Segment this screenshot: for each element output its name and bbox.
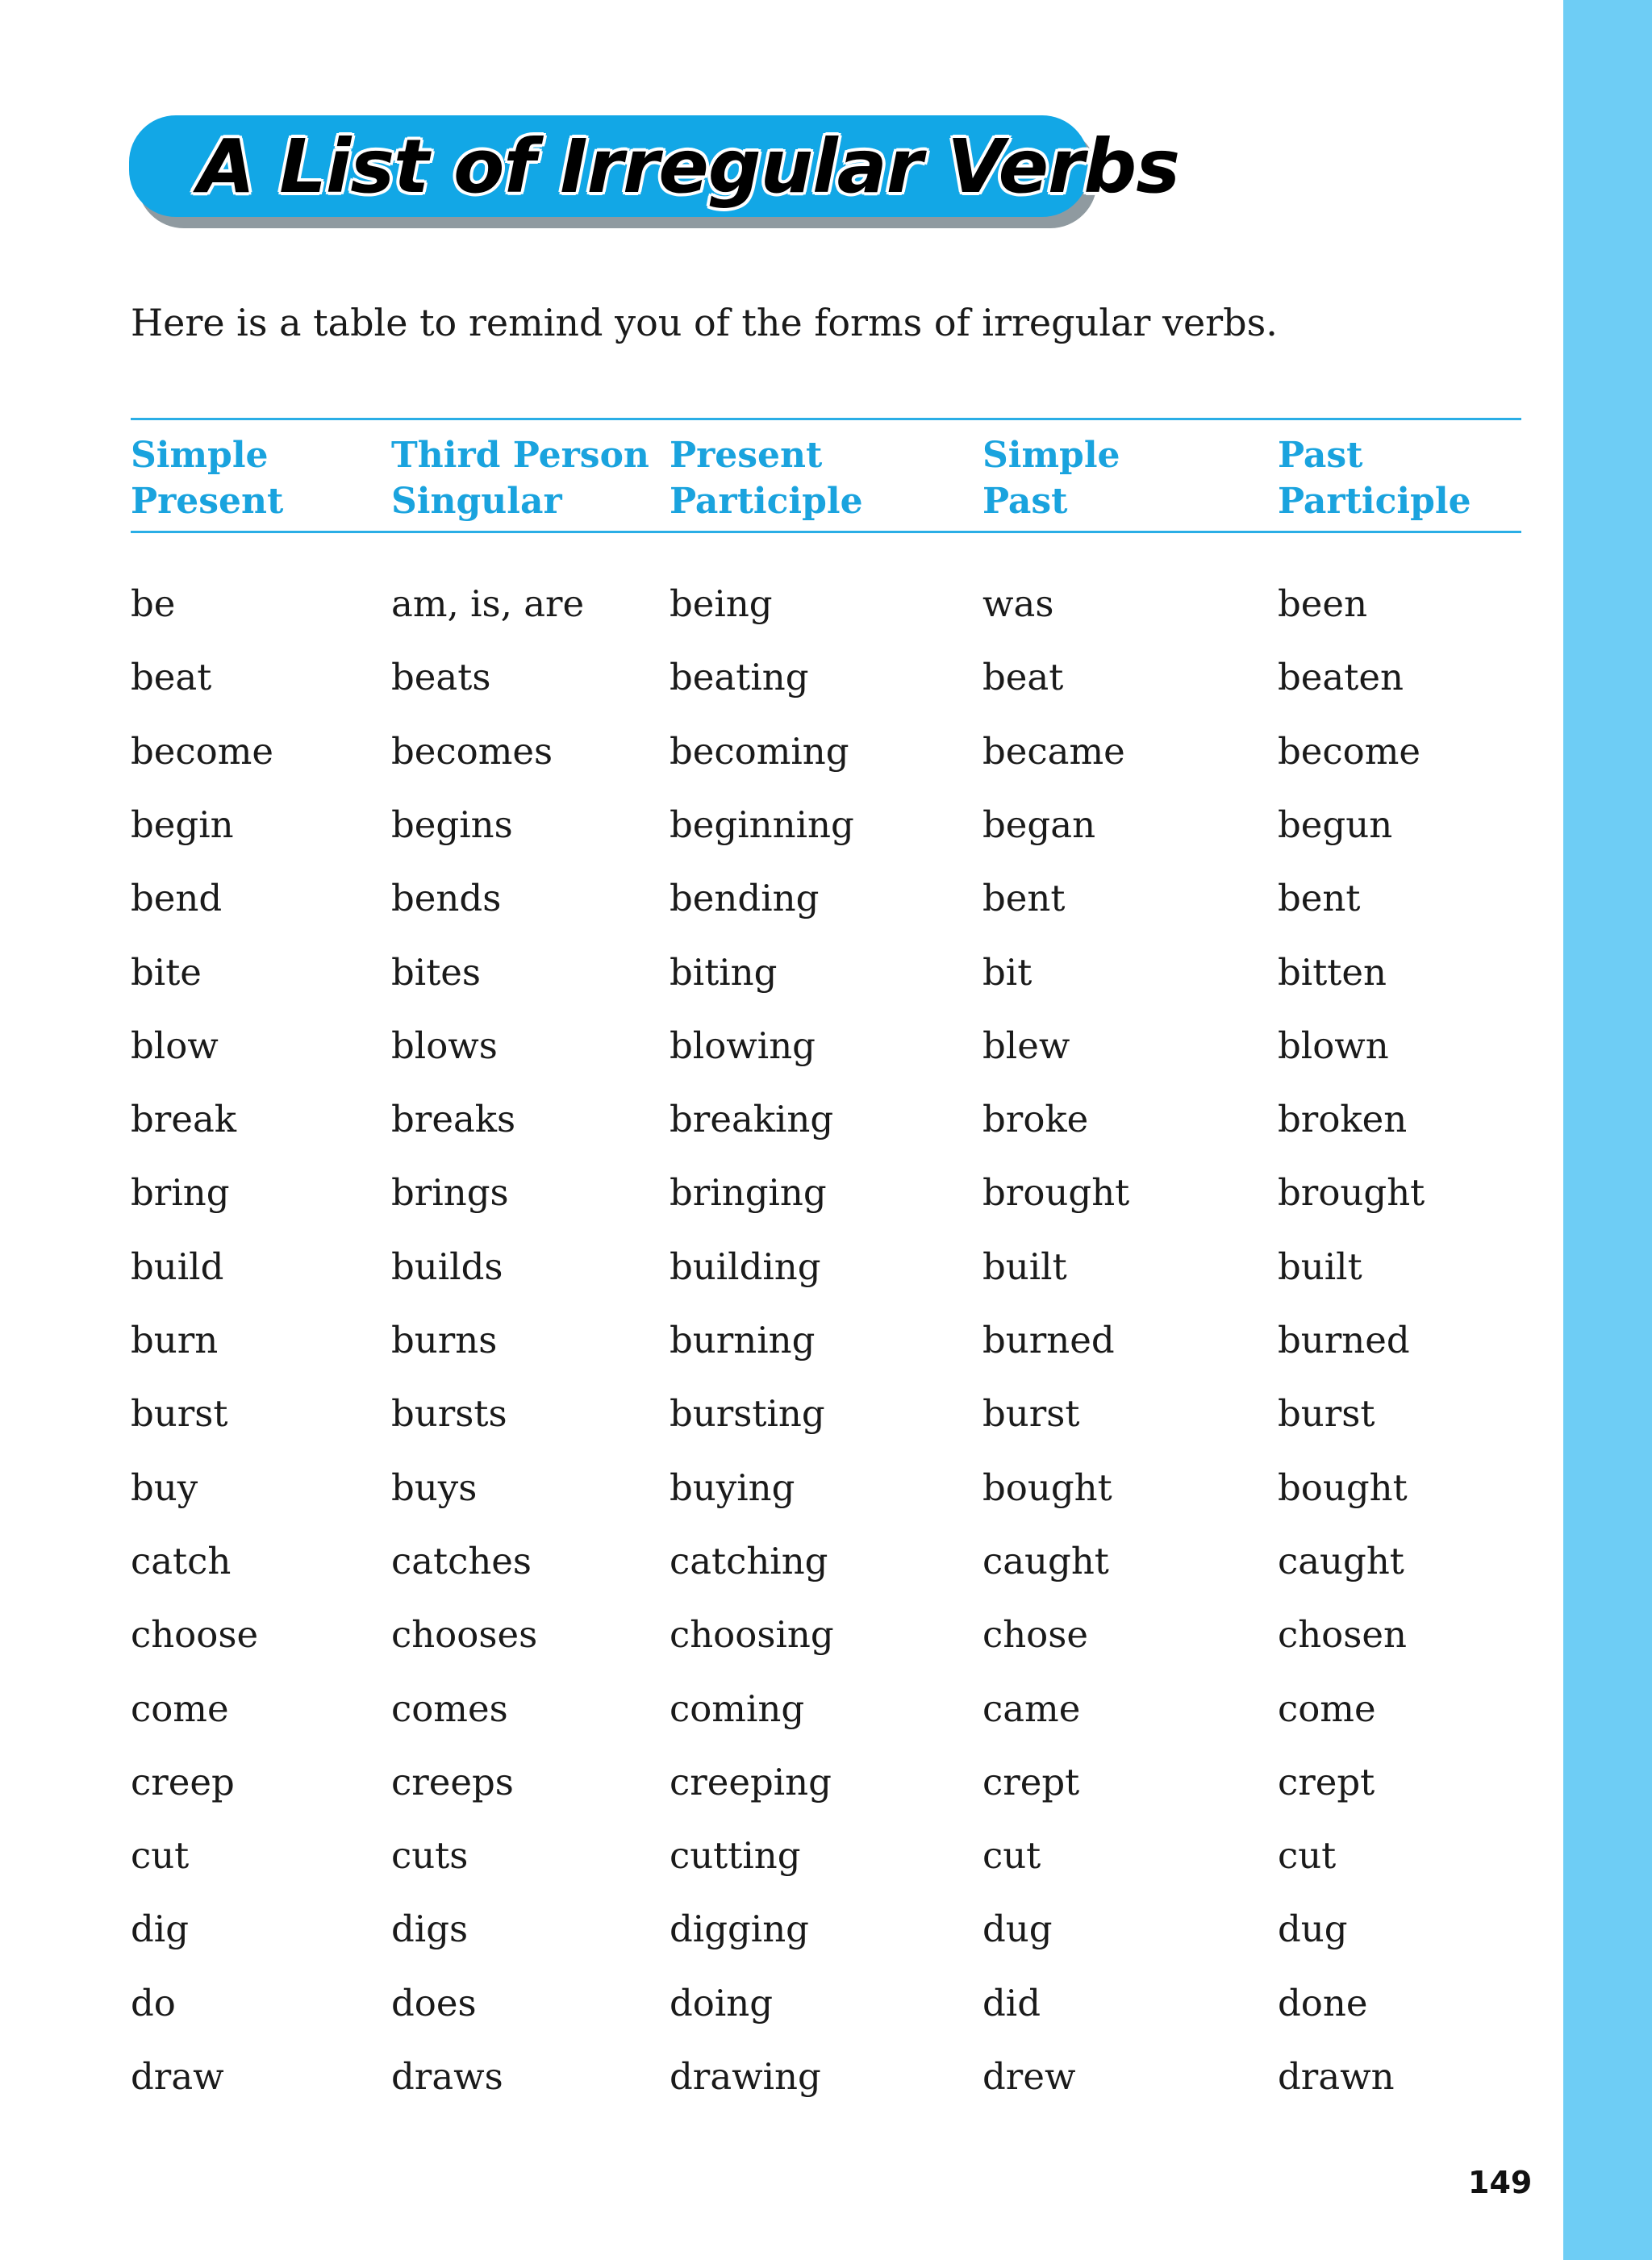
table-cell: built [1278, 1245, 1362, 1288]
side-color-band [1563, 0, 1652, 2260]
table-row [0, 1095, 1533, 1169]
table-cell: caught [982, 1540, 1109, 1582]
table-cell: blown [1278, 1024, 1389, 1067]
table-cell: broken [1278, 1098, 1408, 1140]
table-cell: catch [131, 1540, 232, 1582]
table-cell: creeps [391, 1761, 514, 1803]
table-cell: do [131, 1982, 176, 2024]
table-cell: drew [982, 2055, 1076, 2098]
table-cell: creep [131, 1761, 235, 1803]
table-cell: burned [982, 1319, 1115, 1361]
table-cell: come [1278, 1687, 1376, 1730]
table-cell: brought [1278, 1171, 1425, 1214]
table-cell: biting [670, 951, 778, 994]
header-line: Present [131, 481, 284, 522]
table-cell: bringing [670, 1171, 827, 1214]
table-cell: become [1278, 730, 1421, 773]
table-cell: begun [1278, 803, 1393, 846]
table-cell: break [131, 1098, 237, 1140]
table-cell: blew [982, 1024, 1070, 1067]
table-cell: bends [391, 877, 502, 919]
table-row [0, 1169, 1533, 1242]
table-cell: breaking [670, 1098, 834, 1140]
table-cell: comes [391, 1687, 508, 1730]
table-cell: choose [131, 1613, 259, 1656]
header-line: Past [982, 481, 1068, 522]
table-cell: creeping [670, 1761, 832, 1803]
table-row [0, 1390, 1533, 1463]
table-cell: bite [131, 951, 202, 994]
table-cell: bought [1278, 1466, 1408, 1509]
table-cell: been [1278, 582, 1368, 625]
table-cell: drawn [1278, 2055, 1395, 2098]
table-row [0, 801, 1533, 874]
table-cell: drawing [670, 2055, 821, 2098]
table-cell: be [131, 582, 176, 625]
table-cell: became [982, 730, 1125, 773]
table-cell: draw [131, 2055, 224, 2098]
title-banner [129, 115, 1180, 228]
header-past-participle [1278, 432, 1471, 524]
table-row [0, 1022, 1533, 1095]
table-row [0, 2053, 1533, 2126]
table-cell: bitten [1278, 951, 1387, 994]
table-cell: begin [131, 803, 234, 846]
table-cell: crept [982, 1761, 1080, 1803]
table-cell: caught [1278, 1540, 1404, 1582]
table-cell: burning [670, 1319, 816, 1361]
table-cell: done [1278, 1982, 1368, 2024]
page-title: A List of Irregular Verbs [198, 123, 1180, 210]
table-row [0, 1758, 1533, 1832]
table-cell: crept [1278, 1761, 1375, 1803]
table-cell: build [131, 1245, 224, 1288]
header-third-person-singular [391, 432, 649, 524]
header-line: Singular [391, 481, 562, 522]
table-cell: bursts [391, 1392, 507, 1435]
header-line: Past [1278, 435, 1363, 476]
table-cell: bending [670, 877, 820, 919]
table-cell: digs [391, 1908, 469, 1950]
table-cell: chose [982, 1613, 1089, 1656]
table-cell: beats [391, 656, 491, 698]
table-cell: burst [1278, 1392, 1375, 1435]
table-cell: building [670, 1245, 821, 1288]
table-cell: bend [131, 877, 223, 919]
table-row [0, 1316, 1533, 1390]
table-cell: cut [131, 1834, 190, 1877]
intro-text: Here is a table to remind you of the forms of irregular verbs. [131, 301, 1278, 344]
table-header-top-rule [131, 418, 1521, 420]
table-cell: buying [670, 1466, 795, 1509]
table-cell: dug [1278, 1908, 1348, 1950]
table-row [0, 653, 1533, 727]
header-line: Simple [982, 435, 1120, 476]
table-cell: burned [1278, 1319, 1410, 1361]
table-cell: bent [1278, 877, 1361, 919]
table-cell: chooses [391, 1613, 538, 1656]
table-cell: burns [391, 1319, 498, 1361]
table-cell: blowing [670, 1024, 816, 1067]
table-cell: built [982, 1245, 1067, 1288]
table-cell: brought [982, 1171, 1130, 1214]
table-cell: cuts [391, 1834, 469, 1877]
table-cell: bit [982, 951, 1032, 994]
table-cell: digging [670, 1908, 809, 1950]
table-cell: catching [670, 1540, 828, 1582]
header-simple-past [982, 432, 1120, 524]
table-cell: beat [131, 656, 212, 698]
header-line: Participle [1278, 481, 1471, 522]
table-cell: blows [391, 1024, 498, 1067]
table-row [0, 728, 1533, 801]
table-cell: doing [670, 1982, 774, 2024]
table-cell: buy [131, 1466, 198, 1509]
table-cell: beginning [670, 803, 854, 846]
table-cell: broke [982, 1098, 1089, 1140]
table-row [0, 580, 1533, 653]
header-line: Simple [131, 435, 269, 476]
table-row [0, 1832, 1533, 1905]
table-cell: burn [131, 1319, 219, 1361]
page-number: 149 [1468, 2165, 1533, 2200]
table-cell: does [391, 1982, 477, 2024]
table-cell: brings [391, 1171, 509, 1214]
table-cell: came [982, 1687, 1081, 1730]
table-cell: choosing [670, 1613, 834, 1656]
table-row [0, 1979, 1533, 2053]
header-present-participle [670, 432, 863, 524]
table-cell: bent [982, 877, 1066, 919]
table-cell: blow [131, 1024, 219, 1067]
table-cell: coming [670, 1687, 805, 1730]
table-row [0, 949, 1533, 1022]
table-cell: did [982, 1982, 1041, 2024]
table-cell: began [982, 803, 1096, 846]
table-row [0, 1685, 1533, 1758]
table-cell: beat [982, 656, 1064, 698]
table-cell: bites [391, 951, 482, 994]
table-cell: cut [982, 1834, 1041, 1877]
table-row [0, 1611, 1533, 1684]
table-cell: beaten [1278, 656, 1404, 698]
table-cell: am, is, are [391, 582, 585, 625]
table-row [0, 1537, 1533, 1611]
table-cell: beating [670, 656, 809, 698]
header-line: Present [670, 435, 823, 476]
table-cell: bring [131, 1171, 230, 1214]
table-row [0, 1905, 1533, 1979]
table-cell: bursting [670, 1392, 825, 1435]
table-cell: become [131, 730, 274, 773]
table-header-bottom-rule [131, 531, 1521, 533]
table-cell: cutting [670, 1834, 801, 1877]
table-cell: catches [391, 1540, 532, 1582]
table-cell: dig [131, 1908, 190, 1950]
table-cell: builds [391, 1245, 503, 1288]
table-cell: draws [391, 2055, 503, 2098]
table-cell: dug [982, 1908, 1053, 1950]
table-cell: begins [391, 803, 513, 846]
table-cell: burst [982, 1392, 1080, 1435]
table-row [0, 1464, 1533, 1537]
table-cell: was [982, 582, 1054, 625]
table-cell: breaks [391, 1098, 516, 1140]
table-cell: buys [391, 1466, 478, 1509]
header-simple-present [131, 432, 283, 524]
table-cell: burst [131, 1392, 228, 1435]
table-cell: bought [982, 1466, 1112, 1509]
table-cell: becoming [670, 730, 849, 773]
table-cell: cut [1278, 1834, 1337, 1877]
table-cell: come [131, 1687, 229, 1730]
header-line: Third Person [391, 435, 649, 476]
table-cell: becomes [391, 730, 553, 773]
header-line: Participle [670, 481, 863, 522]
table-row [0, 874, 1533, 948]
table-cell: chosen [1278, 1613, 1407, 1656]
table-cell: being [670, 582, 773, 625]
table-row [0, 1243, 1533, 1316]
